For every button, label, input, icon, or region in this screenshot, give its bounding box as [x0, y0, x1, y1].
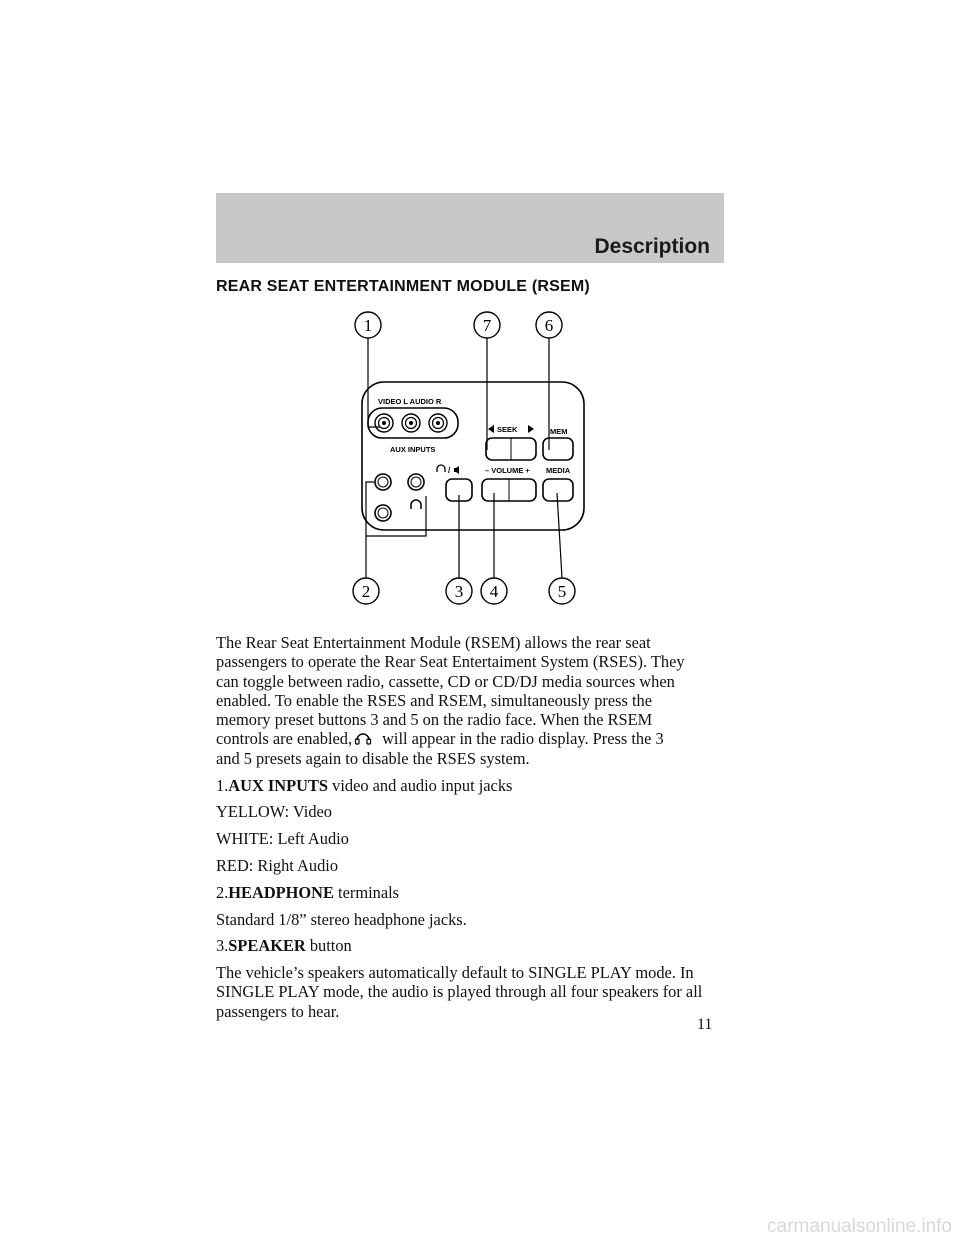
mem-button[interactable]: [543, 438, 573, 460]
right-audio-jack[interactable]: [429, 414, 447, 432]
headphone-jack-2[interactable]: [408, 474, 424, 490]
rsem-diagram: [340, 300, 610, 610]
media-label: MEDIA: [546, 466, 571, 475]
svg-text:5: 5: [557, 582, 567, 601]
aux-inputs-label: AUX INPUTS: [390, 445, 436, 454]
body-text: [216, 633, 736, 1029]
watermark: carmanualsonline.info: [767, 1216, 952, 1237]
callout-1: [355, 312, 381, 338]
mem-label: MEM: [550, 427, 568, 436]
headphone-icon: [354, 729, 372, 745]
svg-text:2: 2: [361, 582, 371, 601]
white-audio-line: WHITE: Left Audio: [216, 829, 349, 849]
item-speaker: 3.SPEAKER button: [216, 936, 352, 956]
svg-text:7: 7: [482, 316, 492, 335]
item-headphone: 2.HEADPHONE terminals: [216, 882, 400, 902]
svg-text:/: /: [448, 466, 451, 475]
video-jack[interactable]: [375, 414, 393, 432]
yellow-video-line: YELLOW: Video: [216, 802, 332, 822]
media-button[interactable]: [543, 479, 573, 501]
callout-4: [481, 578, 507, 604]
callout-5: [549, 578, 575, 604]
page-number: 11: [697, 1016, 713, 1033]
intro-paragraph: The Rear Seat Entertainment Module (RSEM) allows the rear seat passengers to operate the Rear Seat Entertaiment System (RSES). They can toggle between radio, cassette, CD or CD/DJ media sources when enabled. To enable the RSES and RSEM, simultaneously press the memory preset buttons 3 and 5 on the radio face. When the RSEM controls are enabled, will appear in the radio display. Press the 3 and 5 presets again to disable the RSES system.: [216, 633, 685, 768]
svg-text:SEEK: SEEK: [497, 425, 518, 434]
section-title: Description: [594, 235, 710, 258]
callout-3: [446, 578, 472, 604]
volume-label: – VOLUME +: [485, 466, 530, 475]
left-audio-jack[interactable]: [402, 414, 420, 432]
section-header-band: [216, 193, 724, 263]
video-audio-label: VIDEO L AUDIO R: [378, 397, 442, 406]
svg-text:6: 6: [544, 316, 554, 335]
item-aux-inputs: 1.AUX INPUTS video and audio input jacks: [216, 775, 513, 795]
speaker-paragraph: The vehicle’s speakers automatically default to SINGLE PLAY mode. In SINGLE PLAY mode, the audio is played through all four speakers for all passengers to hear.: [216, 963, 703, 1021]
red-audio-line: RED: Right Audio: [216, 855, 339, 875]
headphone-jack-3[interactable]: [375, 505, 391, 521]
callout-2: [353, 578, 379, 604]
svg-text:1: 1: [363, 316, 373, 335]
callout-6: [536, 312, 562, 338]
svg-text:4: 4: [489, 582, 499, 601]
svg-text:3: 3: [454, 582, 464, 601]
headphone-description: Standard 1/8” stereo headphone jacks.: [216, 909, 467, 929]
headphone-jack-1[interactable]: [375, 474, 391, 490]
callout-7: [474, 312, 500, 338]
section-heading: REAR SEAT ENTERTAINMENT MODULE (RSEM): [216, 278, 590, 295]
